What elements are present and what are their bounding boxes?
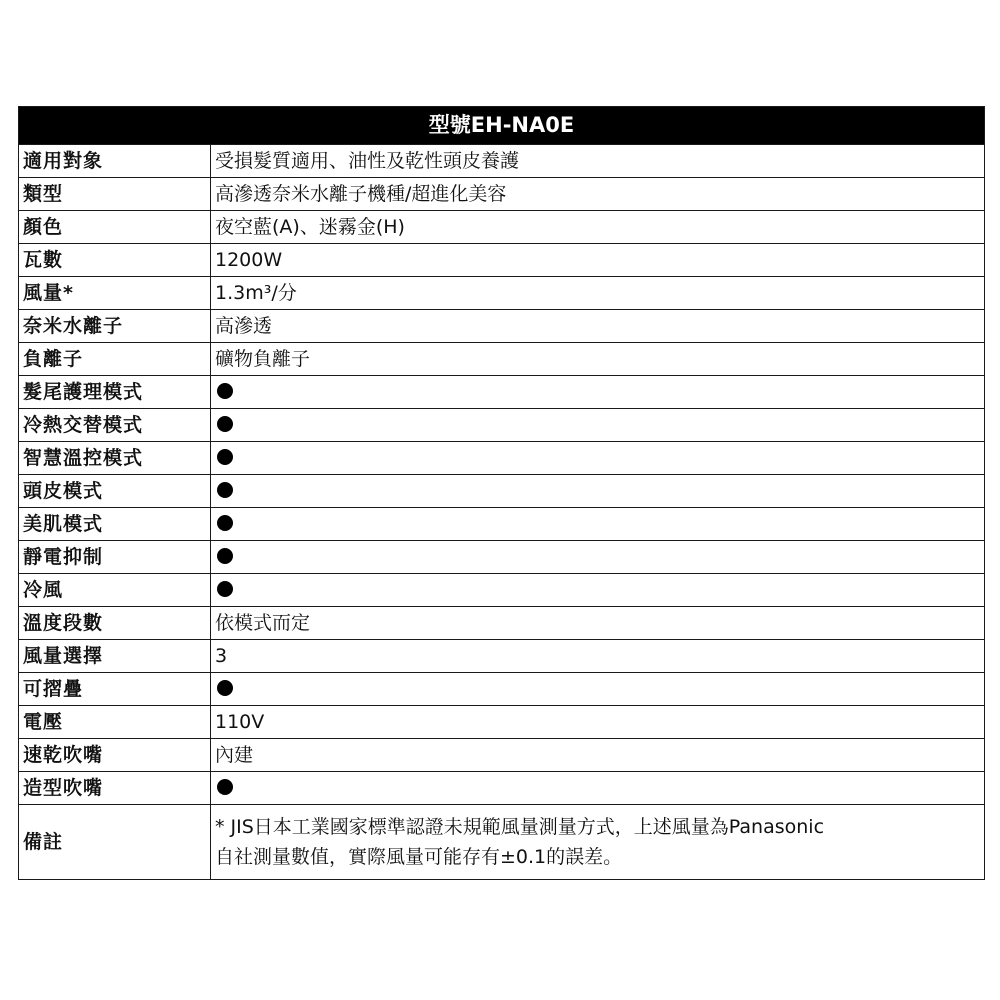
feature-dot-cell (211, 541, 985, 574)
row-label: 冷風 (19, 574, 211, 607)
row-value: 高滲透奈米水離子機種/超進化美容 (211, 178, 985, 211)
row-value: 3 (211, 640, 985, 673)
table-row (19, 640, 985, 673)
bullet-dot-icon (217, 548, 233, 564)
row-label: 溫度段數 (19, 607, 211, 640)
row-label: 風量* (19, 277, 211, 310)
row-label: 適用對象 (19, 145, 211, 178)
table-row (19, 409, 985, 442)
row-label: 智慧溫控模式 (19, 442, 211, 475)
table-row (19, 178, 985, 211)
row-label: 速乾吹嘴 (19, 739, 211, 772)
bullet-dot-icon (217, 680, 233, 696)
row-value: 1.3m³/分 (211, 277, 985, 310)
note-label: 備註 (19, 805, 211, 880)
feature-dot-cell (211, 475, 985, 508)
row-label: 可摺疊 (19, 673, 211, 706)
row-value: 礦物負離子 (211, 343, 985, 376)
row-label: 負離子 (19, 343, 211, 376)
title-row (19, 107, 985, 145)
bullet-dot-icon (217, 482, 233, 498)
bullet-dot-icon (217, 383, 233, 399)
feature-dot-cell (211, 376, 985, 409)
row-label: 類型 (19, 178, 211, 211)
note-row (19, 805, 985, 880)
note-line: 自社測量數值，實際風量可能存有±0.1的誤差。 (215, 846, 623, 868)
feature-dot-cell (211, 508, 985, 541)
row-label: 髮尾護理模式 (19, 376, 211, 409)
table-row (19, 145, 985, 178)
table-row (19, 277, 985, 310)
row-value: 夜空藍(A)、迷霧金(H) (211, 211, 985, 244)
spec-table (18, 106, 985, 880)
table-row (19, 508, 985, 541)
note-text (211, 805, 985, 880)
table-row (19, 574, 985, 607)
table-row (19, 541, 985, 574)
row-value: 1200W (211, 244, 985, 277)
table-row (19, 211, 985, 244)
row-value: 受損髮質適用、油性及乾性頭皮養護 (211, 145, 985, 178)
bullet-dot-icon (217, 779, 233, 795)
table-row (19, 772, 985, 805)
row-value: 依模式而定 (211, 607, 985, 640)
note-line: * JIS日本工業國家標準認證未規範風量測量方式，上述風量為Panasonic (215, 816, 825, 838)
row-label: 美肌模式 (19, 508, 211, 541)
row-label: 奈米水離子 (19, 310, 211, 343)
bullet-dot-icon (217, 449, 233, 465)
row-label: 冷熱交替模式 (19, 409, 211, 442)
bullet-dot-icon (217, 515, 233, 531)
bullet-dot-icon (217, 416, 233, 432)
feature-dot-cell (211, 442, 985, 475)
feature-dot-cell (211, 673, 985, 706)
bullet-dot-icon (217, 581, 233, 597)
table-row (19, 739, 985, 772)
table-row (19, 442, 985, 475)
feature-dot-cell (211, 409, 985, 442)
feature-dot-cell (211, 772, 985, 805)
row-label: 電壓 (19, 706, 211, 739)
model-title: 型號EH-NA0E (19, 107, 985, 145)
table-row (19, 706, 985, 739)
row-label: 頭皮模式 (19, 475, 211, 508)
table-row (19, 244, 985, 277)
row-label: 造型吹嘴 (19, 772, 211, 805)
row-label: 風量選擇 (19, 640, 211, 673)
table-row (19, 673, 985, 706)
table-row (19, 343, 985, 376)
row-value: 內建 (211, 739, 985, 772)
row-label: 瓦數 (19, 244, 211, 277)
feature-dot-cell (211, 574, 985, 607)
row-value: 高滲透 (211, 310, 985, 343)
row-label: 靜電抑制 (19, 541, 211, 574)
table-row (19, 475, 985, 508)
table-row (19, 376, 985, 409)
row-value: 110V (211, 706, 985, 739)
spec-body (19, 145, 985, 880)
table-row (19, 607, 985, 640)
row-label: 顏色 (19, 211, 211, 244)
table-row (19, 310, 985, 343)
